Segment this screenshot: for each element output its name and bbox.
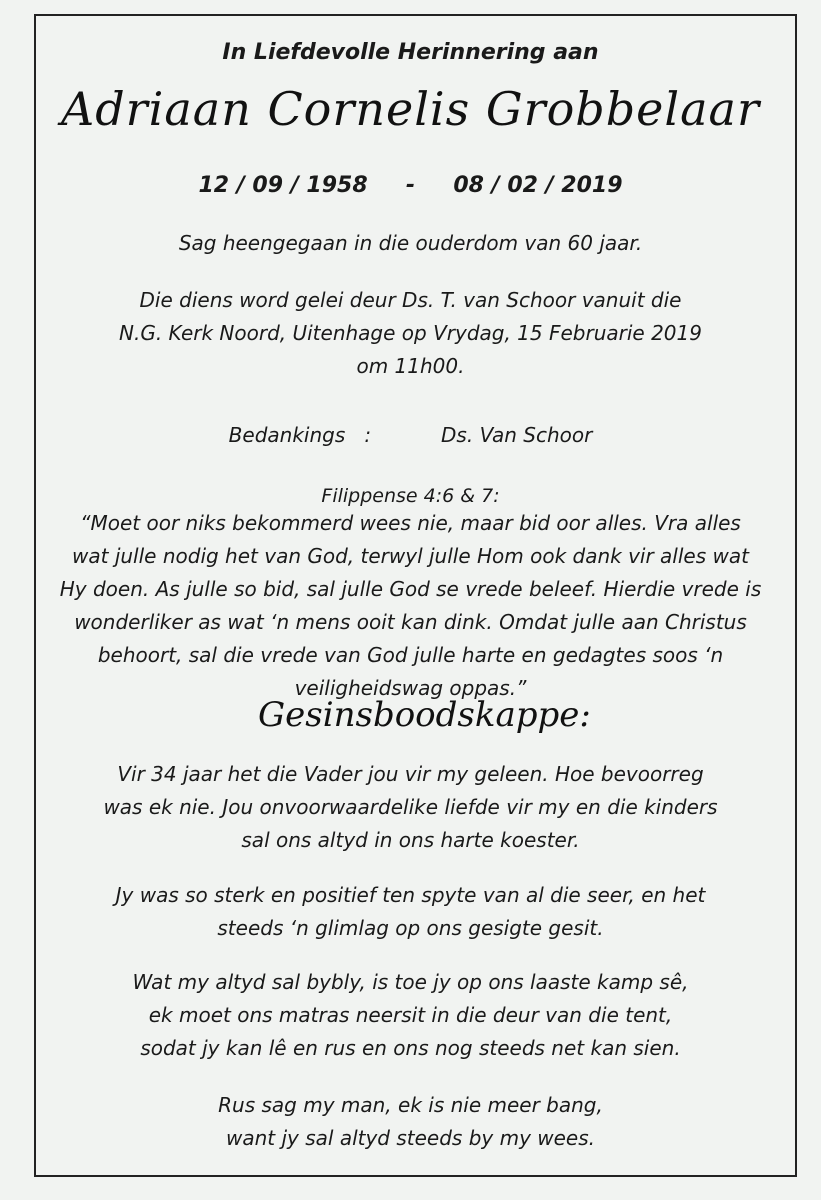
scripture-reference: Filippense 4:6 & 7: <box>321 485 500 507</box>
message-line: Jy was so sterk en positief ten spyte van al die seer, en het <box>115 883 706 907</box>
thanks-label: Bedankings <box>228 423 346 447</box>
service-line: om 11h00. <box>356 354 465 378</box>
scripture-line: wat julle nodig het van God, terwyl julle Hom ook dank vir alles wat <box>72 544 749 568</box>
deceased-name: Adriaan Cornelis Grobbelaar <box>61 82 760 136</box>
message-line: Wat my altyd sal bybly, is toe jy op ons laaste kamp sê, <box>132 970 689 994</box>
life-dates <box>0 173 821 198</box>
date-separator: - <box>405 173 416 198</box>
family-message <box>0 966 821 1065</box>
thanks-colon: : <box>364 423 372 447</box>
age-line: Sag heengegaan in die ouderdom van 60 jaar. <box>178 231 643 255</box>
scripture-line: “Moet oor niks bekommerd wees nie, maar bid oor alles. Vra alles <box>80 511 741 535</box>
message-line: ek moet ons matras neersit in die deur van die tent, <box>148 1003 673 1027</box>
message-line: sodat jy kan lê en rus en ons nog steeds net kan sien. <box>140 1036 681 1060</box>
scripture-quote <box>0 507 821 705</box>
thanks-line <box>0 419 821 452</box>
birth-date: 12 / 09 / 1958 <box>198 173 368 198</box>
family-message <box>0 758 821 857</box>
service-line: Die diens word gelei deur Ds. T. van Schoor vanuit die <box>139 288 682 312</box>
family-message <box>0 1089 821 1155</box>
death-date: 08 / 02 / 2019 <box>453 173 623 198</box>
scripture-line: veiligheidswag oppas.” <box>294 676 527 700</box>
message-line: Rus sag my man, ek is nie meer bang, <box>218 1093 603 1117</box>
memorial-header: In Liefdevolle Herinnering aan <box>222 40 599 65</box>
message-line: want jy sal altyd steeds by my wees. <box>225 1126 596 1150</box>
service-details <box>0 284 821 383</box>
thanks-value: Ds. Van Schoor <box>441 423 593 447</box>
scripture-line: wonderliker as wat ‘n mens ooit kan dink. Omdat julle aan Christus <box>74 610 747 634</box>
message-line: steeds ‘n glimlag op ons gesigte gesit. <box>217 916 604 940</box>
scripture-line: behoort, sal die vrede van God julle harte en gedagtes soos ‘n <box>97 643 724 667</box>
family-messages-heading: Gesinsboodskappe: <box>258 695 591 735</box>
scripture-line: Hy doen. As julle so bid, sal julle God se vrede beleef. Hierdie vrede is <box>59 577 762 601</box>
message-line: sal ons altyd in ons harte koester. <box>241 828 580 852</box>
service-line: N.G. Kerk Noord, Uitenhage op Vrydag, 15 Februarie 2019 <box>119 321 702 345</box>
message-line: was ek nie. Jou onvoorwaardelike liefde vir my en die kinders <box>103 795 718 819</box>
family-message <box>0 879 821 945</box>
message-line: Vir 34 jaar het die Vader jou vir my geleen. Hoe bevoorreg <box>117 762 704 786</box>
